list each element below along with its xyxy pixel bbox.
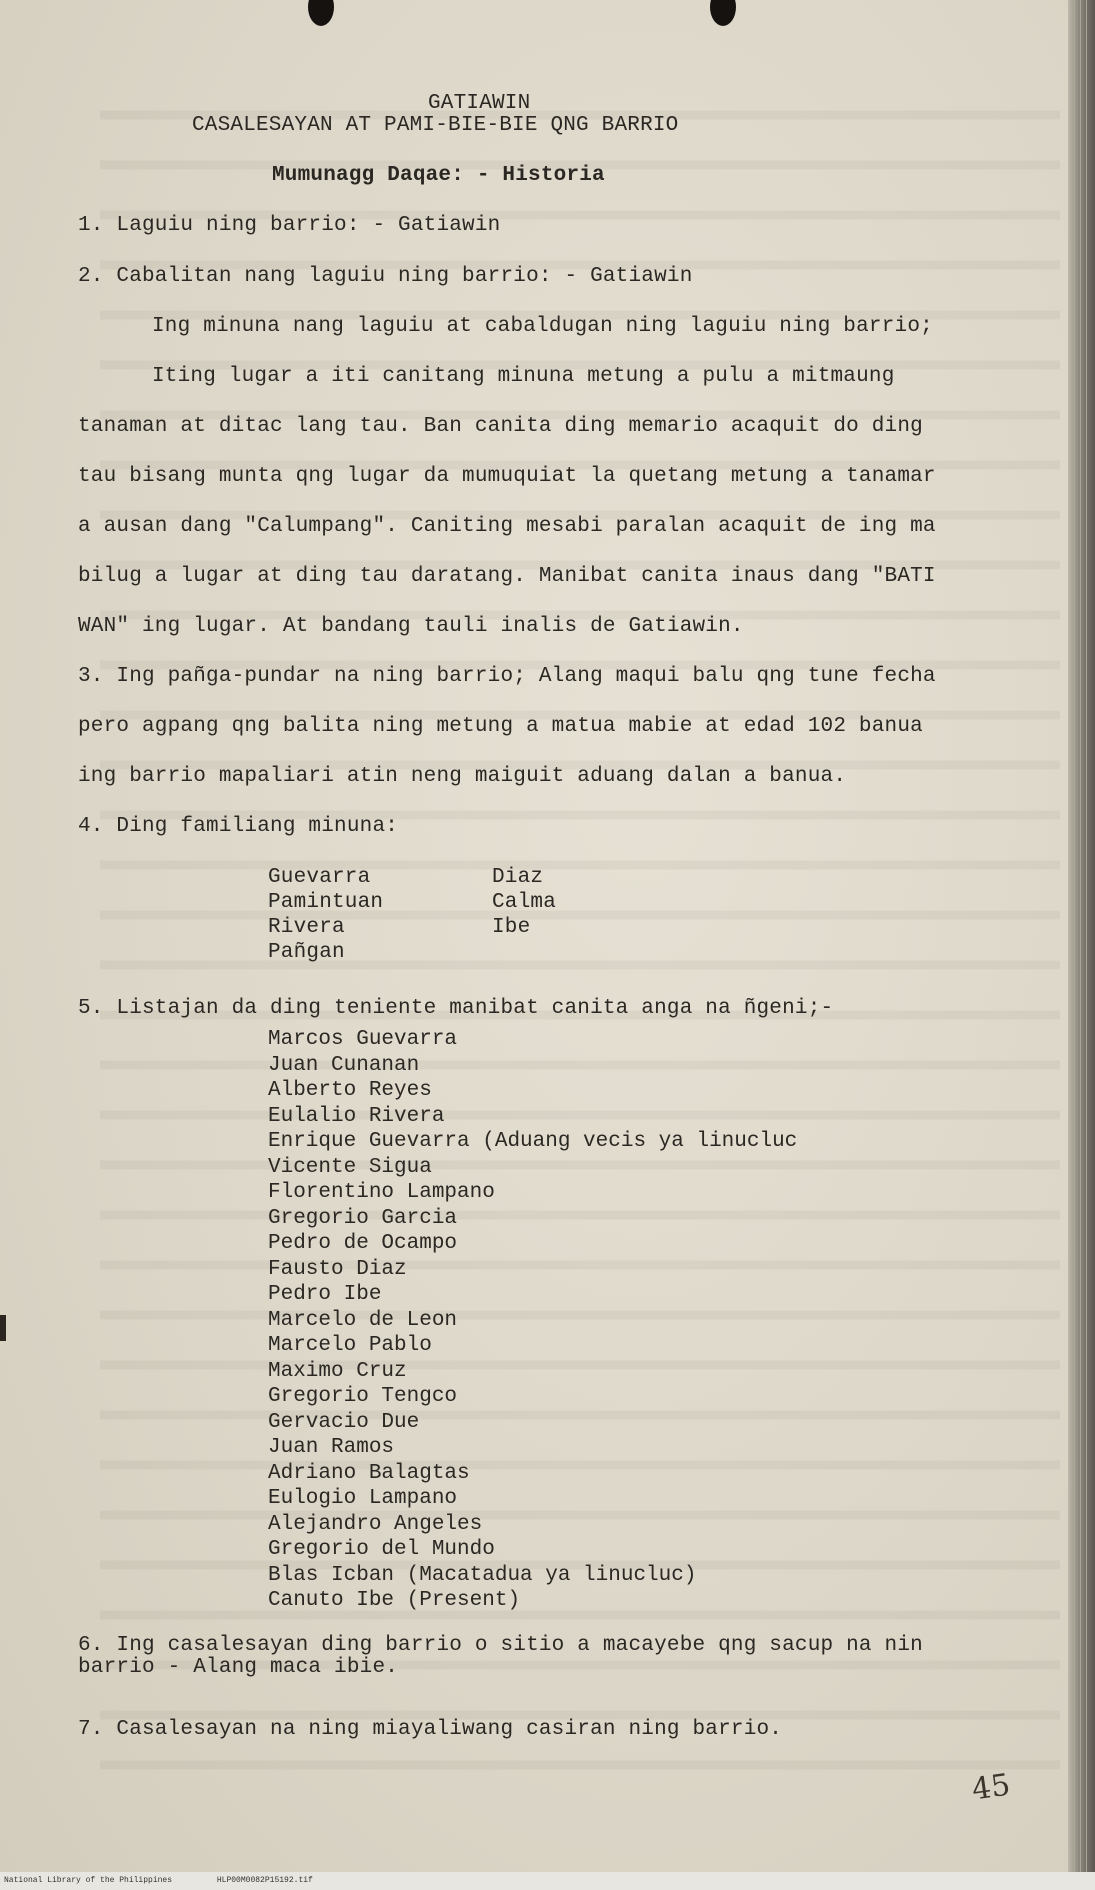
list-item: Pedro Ibe bbox=[268, 1283, 382, 1306]
list-item: Gregorio Garcia bbox=[268, 1206, 458, 1230]
item-4: 4. Ding familiang minuna: bbox=[78, 815, 399, 838]
list-item: Gregorio Tengco bbox=[268, 1385, 458, 1408]
handwritten-page-number: 45 bbox=[969, 1767, 1013, 1808]
list-item: Juan Ramos bbox=[268, 1436, 395, 1459]
paragraph-line: tau bisang munta qng lugar da mumuquiat la quetang metung a tanamar bbox=[78, 465, 936, 488]
list-item: Pedro de Ocampo bbox=[268, 1232, 458, 1255]
item-3-line: pero agpang qng balita ning metung a matua mabie at edad 102 banua bbox=[78, 715, 923, 738]
teniente-list bbox=[268, 1027, 797, 1614]
item-5: 5. Listajan da ding teniente manibat canita anga na ñgeni;- bbox=[78, 997, 834, 1020]
doc-title: GATIAWIN bbox=[428, 92, 531, 115]
item-1: 1. Laguiu ning barrio: - Gatiawin bbox=[78, 214, 501, 237]
edge-line bbox=[1080, 0, 1081, 1872]
footer-file: HLP00M0082P15192.tif bbox=[216, 1876, 313, 1885]
list-item: Marcelo de Leon bbox=[268, 1308, 458, 1332]
footer-library: National Library of the Philippines bbox=[4, 1876, 173, 1885]
family-name: Pañgan bbox=[268, 941, 345, 964]
list-item: Juan Cunanan bbox=[268, 1053, 420, 1077]
list-item: Alejandro Angeles bbox=[268, 1512, 483, 1536]
list-item: Marcelo Pablo bbox=[268, 1334, 432, 1357]
list-item: Florentino Lampano bbox=[268, 1181, 495, 1204]
item-6-line: barrio - Alang maca ibie. bbox=[78, 1656, 399, 1679]
section-heading: Mumunagg Daqae: - Historia bbox=[272, 164, 605, 187]
family-name: Guevarra bbox=[268, 866, 371, 889]
list-item: Alberto Reyes bbox=[268, 1079, 432, 1102]
doc-subtitle: CASALESAYAN AT PAMI-BIE-BIE QNG BARRIO bbox=[192, 114, 679, 137]
list-item: Blas Icban (Macatadua ya linucluc) bbox=[268, 1563, 697, 1587]
list-item: Adriano Balagtas bbox=[268, 1461, 470, 1485]
family-name: Ibe bbox=[492, 916, 531, 939]
list-item: Fausto Diaz bbox=[268, 1257, 407, 1281]
edge-line bbox=[1086, 0, 1087, 1872]
edge-line bbox=[1074, 0, 1075, 1872]
list-item: Canuto Ibe (Present) bbox=[268, 1589, 521, 1612]
binder-hole-right bbox=[710, 0, 736, 26]
family-name: Calma bbox=[492, 891, 557, 914]
paragraph-line: tanaman at ditac lang tau. Ban canita ding memario acaquit do ding bbox=[78, 415, 923, 438]
scan-footer bbox=[0, 1872, 1095, 1890]
list-item: Marcos Guevarra bbox=[268, 1028, 458, 1051]
paragraph-line: WAN" ing lugar. At bandang tauli inalis de Gatiawin. bbox=[78, 615, 744, 638]
item-3: 3. Ing pañga-pundar na ning barrio; Alang maqui balu qng tune fecha bbox=[78, 665, 936, 688]
item-3-line: ing barrio mapaliari atin neng maiguit aduang dalan a banua. bbox=[78, 765, 847, 788]
family-name: Pamintuan bbox=[268, 891, 384, 914]
binder-hole-left bbox=[308, 0, 334, 26]
list-item: Maximo Cruz bbox=[268, 1359, 407, 1383]
paragraph-line: a ausan dang "Calumpang". Caniting mesabi paralan acaquit de ing ma bbox=[78, 515, 936, 538]
family-name: Rivera bbox=[268, 916, 345, 939]
list-item: Eulogio Lampano bbox=[268, 1487, 458, 1510]
item-6: 6. Ing casalesayan ding barrio o sitio a macayebe qng sacup na nin bbox=[78, 1634, 923, 1657]
paragraph-line: Iting lugar a iti canitang minuna metung a pulu a mitmaung bbox=[152, 365, 895, 388]
list-item: Gregorio del Mundo bbox=[268, 1538, 495, 1561]
item-7: 7. Casalesayan na ning miayaliwang casiran ning barrio. bbox=[78, 1718, 783, 1741]
list-item: Enrique Guevarra (Aduang vecis ya linucluc bbox=[268, 1130, 798, 1153]
family-name: Diaz bbox=[492, 866, 544, 889]
paragraph-line: bilug a lugar at ding tau daratang. Manibat canita inaus dang "BATI bbox=[78, 565, 936, 588]
list-item: Gervacio Due bbox=[268, 1410, 420, 1434]
paragraph-origin-heading: Ing minuna nang laguiu at cabaldugan ning laguiu ning barrio; bbox=[152, 315, 933, 338]
edge-mark bbox=[0, 1315, 6, 1341]
item-2: 2. Cabalitan nang laguiu ning barrio: - Gatiawin bbox=[78, 265, 693, 288]
page-stack-edge bbox=[1068, 0, 1095, 1872]
list-item: Vicente Sigua bbox=[268, 1155, 432, 1179]
list-item: Eulalio Rivera bbox=[268, 1104, 445, 1128]
